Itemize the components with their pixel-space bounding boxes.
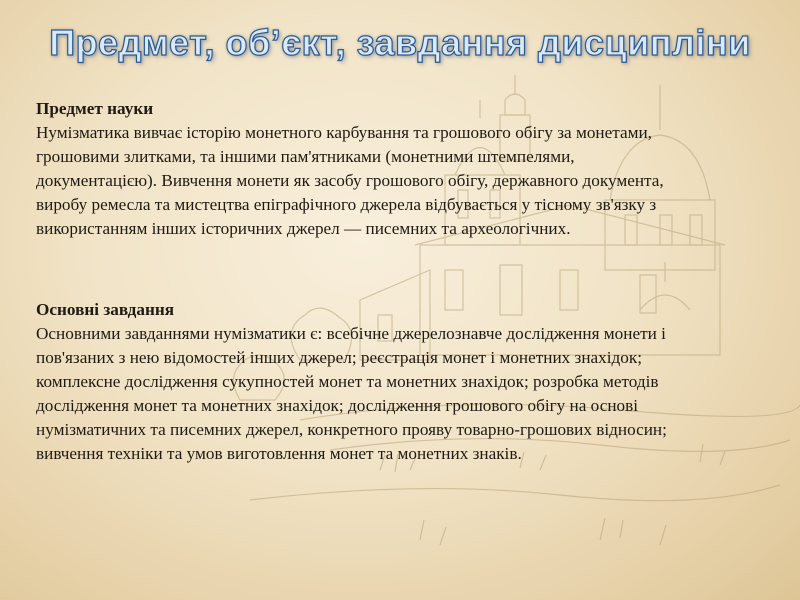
slide-title: Предмет, об’єкт, завдання дисципліни [49,22,751,63]
subject-heading: Предмет науки [36,99,154,118]
tasks-text: Основними завданнями нумізматики є: всебічне джерелознавче дослідження монети і пов'язаних з нею відомостей інших джерел; реєстрація монет і монетних знахідок; комплексне дослідження сукупностей монет та монетних знахідок; розробка методів дослідження монет та монетних знахідок; дослідження грошового обігу на основі нумізматичних та писемних джерел, конкретного прояву товарно-грошових відносин; вивчення техніки та умов виготовлення монет та монетних знаків. [36,324,667,463]
subject-section [36,97,696,241]
subject-text: Нумізматика вивчає історію монетного карбування та грошового обігу за монетами, грошовими злитками, та іншими пам'ятниками (монетними штемпелями, документацією). Вивчення монети як засобу грошового обігу, державного документа, виробу ремесла та мистецтва епіграфічного джерела відбувається у тісному зв'язку з використанням інших історичних джерел — писемних та археологічних. [36,123,664,238]
tasks-heading: Основні завдання [36,300,175,319]
tasks-section [36,298,696,466]
